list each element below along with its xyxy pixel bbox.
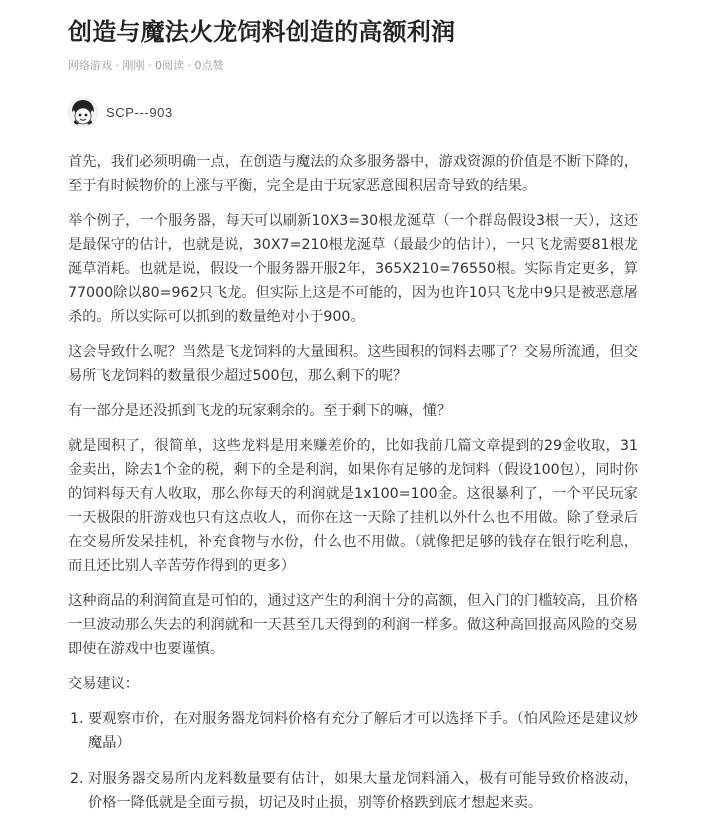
cartoon-face-avatar-icon	[69, 98, 97, 126]
list-item: 1. 要观察市价，在对服务器龙饲料价格有充分了解后才可以选择下手。（怕风险还是建议炒魔晶）	[88, 707, 638, 755]
paragraph: 这会导致什么呢？当然是飞龙饲料的大量囤积。这些囤积的饲料去哪了？交易所流通，但交易所飞龙饲料的数量很少超过500包，那么剩下的呢？	[68, 344, 638, 384]
avatar[interactable]	[68, 97, 98, 127]
article-title: 创造与魔法火龙饲料创造的高额利润	[68, 18, 456, 46]
paragraph: 首先，我们必须明确一点，在创造与魔法的众多服务器中，游戏资源的价值是不断下降的，至于有时候物价的上涨与平衡，完全是由于玩家恶意囤积居奇导致的结果。	[68, 154, 638, 194]
author-info[interactable]	[68, 96, 173, 128]
paragraph: 这种商品的利润简直是可怕的，通过这产生的利润十分的高额，但入门的门槛较高，且价格一旦波动那么失去的利润就和一天甚至几天得到的利润一样多。做这种高回报高风险的交易即使在游戏中也要谨慎。	[68, 593, 638, 657]
suggestion-list	[68, 707, 638, 815]
article-meta: 网络游戏 · 刚刚 · 0阅读 · 0点赞	[68, 59, 224, 72]
paragraph: 就是囤积了，很简单，这些龙料是用来赚差价的，比如我前几篇文章提到的29金收取，31金卖出，除去1个金的税，剩下的全是利润，如果你有足够的龙饲料（假设100包），同时你的饲料每天有人收取，那么你每天的利润就是1x100=100金。这很暴利了，一个平民玩家一天极限的肝游戏也只有这点收人，而你在这一天除了挂机以外什么也不用做。除了登录后在交易所发呆挂机，补充食物与水份，什么也不用做。（就像把足够的钱存在银行吃利息，而且还比别人辛苦劳作得到的更多）	[68, 438, 638, 574]
list-item: 2. 对服务器交易所内龙料数量要有估计，如果大量龙饲料涌入，极有可能导致价格波动，价格一降低就是全面亏损，切记及时止损，别等价格跌到底才想起来卖。	[88, 767, 638, 815]
paragraph: 有一部分是还没抓到飞龙的玩家剩余的。至于剩下的嘛，懂？	[68, 403, 452, 419]
paragraph: 交易建议：	[68, 676, 139, 692]
article-body	[68, 150, 638, 827]
paragraph: 举个例子，一个服务器，每天可以刷新10X3=30根龙涎草（一个群岛假设3根一天），这还是最保守的估计，也就是说，30X7=210根龙涎草（最最少的估计），一只飞龙需要81根龙涎草消耗。也就是说，假设一个服务器开服2年，365X210=76550根。实际肯定更多，算77000除以80=962只飞龙。但实际上这是不可能的，因为也许10只飞龙中9只是被恶意屠杀的。所以实际可以抓到的数量绝对小于900。	[68, 213, 638, 325]
author-name[interactable]: SCP---903	[106, 104, 173, 120]
